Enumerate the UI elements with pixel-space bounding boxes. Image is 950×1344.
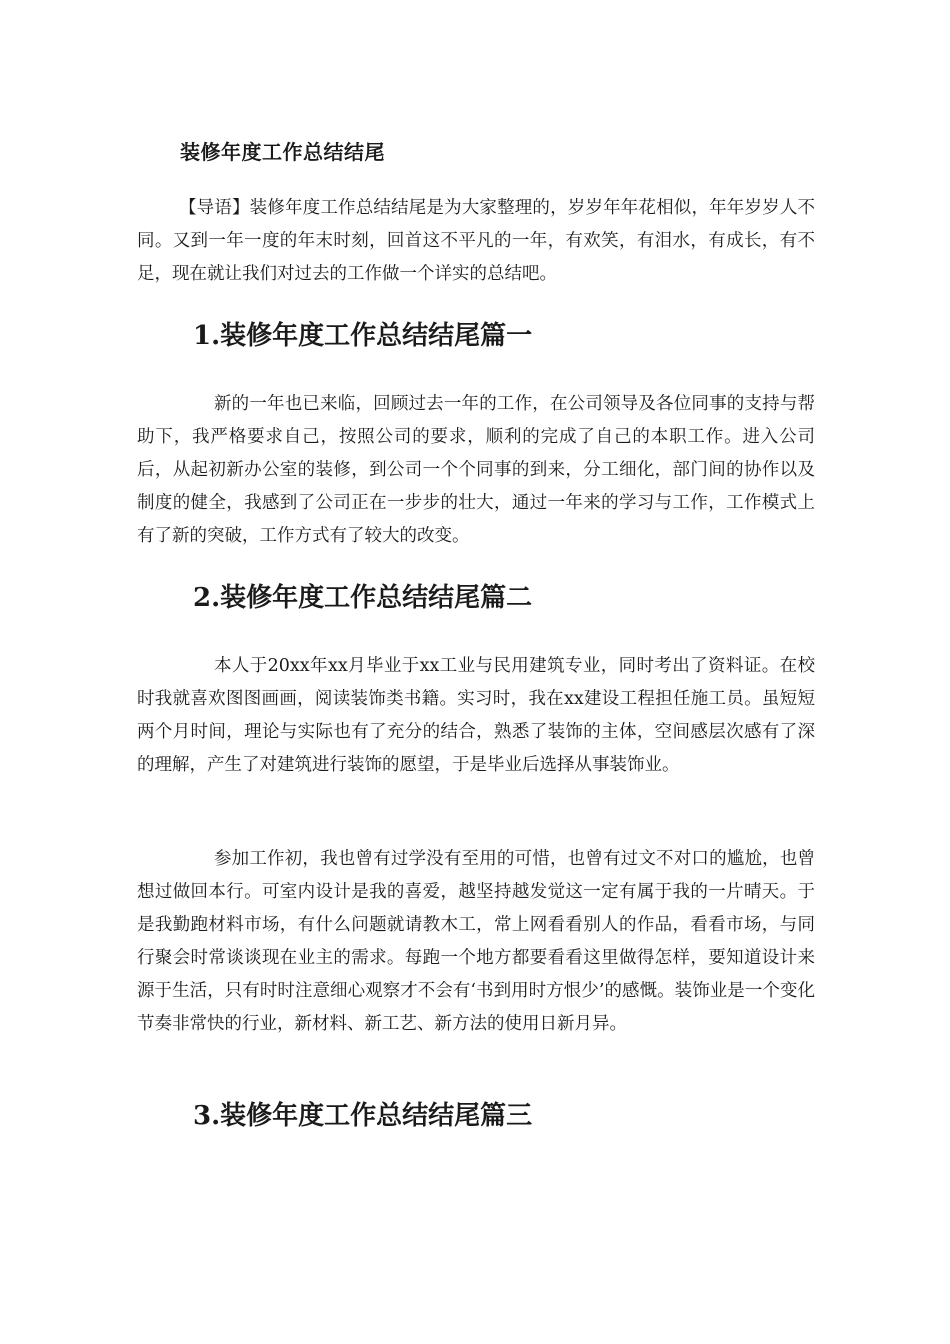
section-2-paragraph-1: 本人于20xx年xx月毕业于xx工业与民用建筑专业，同时考出了资料证。在校时我就喜欢图图画画，阅读装饰类书籍。实习时，我在xx建设工程担任施工员。虽短短两个月时间，理论与实际也有了充分的结合，熟悉了装饰的主体，空间感层次感有了深的理解，产生了对建筑进行装饰的愿望，于是毕业后选择从事装饰业。 (137, 656, 815, 775)
intro-paragraph: 【导语】装修年度工作总结结尾是为大家整理的，岁岁年年花相似，年年岁岁人不同。又到一年一度的年末时刻，回首这不平凡的一年，有欢笑，有泪水，有成长，有不足，现在就让我们对过去的工作做一个详实的总结吧。 (137, 198, 815, 284)
section-heading-1: 1.装修年度工作总结结尾篇一 (193, 321, 533, 351)
section-2-paragraph-2: 参加工作初，我也曾有过学没有至用的可惜，也曾有过文不对口的尴尬，也曾想过做回本行。可室内设计是我的喜爱，越坚持越发觉这一定有属于我的一片晴天。于是我勤跑材料市场，有什么问题就请教木工，常上网看看别人的作品，看看市场，与同行聚会时常谈谈现在业主的需求。每跑一个地方都要看看这里做得怎样，要知道设计来源于生活，只有时时注意细心观察才不会有‘书到用时方恨少’的感慨。装饰业是一个变化节奏非常快的行业，新材料、新工艺、新方法的使用日新月异。 (137, 849, 815, 1034)
section-heading-2: 2.装修年度工作总结结尾篇二 (193, 583, 533, 613)
section-1-paragraph-1: 新的一年也已来临，回顾过去一年的工作，在公司领导及各位同事的支持与帮助下，我严格要求自己，按照公司的要求，顺利的完成了自己的本职工作。进入公司后，从起初新办公室的装修，到公司一个个同事的到来，分工细化，部门间的协作以及制度的健全，我感到了公司正在一步步的壮大，通过一年来的学习与工作，工作模式上有了新的突破，工作方式有了较大的改变。 (137, 394, 815, 546)
document-title: 装修年度工作总结结尾 (180, 140, 385, 164)
section-heading-3: 3.装修年度工作总结结尾篇三 (193, 1101, 533, 1131)
